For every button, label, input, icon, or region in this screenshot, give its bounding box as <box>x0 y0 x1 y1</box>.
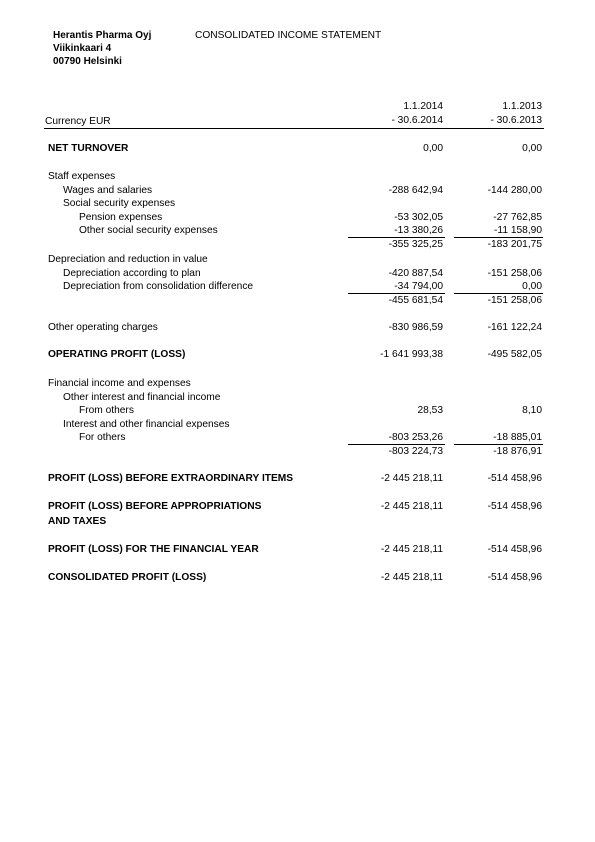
row-label: Interest and other financial expenses <box>63 418 230 430</box>
row-for-others <box>0 431 595 445</box>
value-2014: -455 681,54 <box>388 294 443 306</box>
row-other-social <box>0 224 595 238</box>
row-other-operating <box>0 321 595 335</box>
row-other-interest-income <box>0 391 595 405</box>
value-2013: -151 258,06 <box>487 294 542 306</box>
value-2014: -2 445 218,11 <box>380 473 443 484</box>
company-street: Viikinkaari 4 <box>53 43 112 54</box>
row-before-appropriations-line2 <box>0 515 595 529</box>
row-dep-consolidation <box>0 280 595 294</box>
value-2014: -355 325,25 <box>388 239 443 250</box>
row-consolidated <box>0 571 595 585</box>
value-2013: -144 280,00 <box>487 184 542 196</box>
company-city: 00790 Helsinki <box>53 56 122 67</box>
row-staff-expenses <box>0 170 595 184</box>
value-2014: -420 887,54 <box>388 267 443 279</box>
value-2013: -495 582,05 <box>487 349 542 360</box>
row-net-turnover <box>0 142 595 156</box>
value-2013: -27 762,85 <box>493 211 542 223</box>
row-label: Pension expenses <box>79 211 163 223</box>
value-2013: -18 876,91 <box>493 446 542 457</box>
header-divider <box>44 128 544 129</box>
row-financial <box>0 377 595 391</box>
value-2014: -13 380,26 <box>394 225 443 237</box>
row-label: Depreciation from consolidation difference <box>63 281 254 293</box>
column-period-end: - 30.6.2014 <box>391 114 443 126</box>
value-2013: -514 458,96 <box>487 473 542 484</box>
value-2013: -11 158,90 <box>494 225 542 237</box>
currency-label: Currency EUR <box>45 116 111 127</box>
value-2014: -830 986,59 <box>388 322 443 333</box>
row-before-extraordinary <box>0 472 595 486</box>
row-label: Other social security expenses <box>79 225 218 237</box>
column-header-2014 <box>391 100 443 127</box>
value-2013: 8,10 <box>522 405 542 417</box>
row-label: Wages and salaries <box>63 184 153 196</box>
company-address-block <box>53 29 151 68</box>
row-dep-total <box>0 294 595 308</box>
row-label: Financial income and expenses <box>48 378 191 389</box>
row-dep-plan <box>0 267 595 281</box>
row-label: CONSOLIDATED PROFIT (LOSS) <box>48 572 207 583</box>
row-label: Other operating charges <box>48 322 158 333</box>
row-label: AND TAXES <box>48 516 107 527</box>
company-name: Herantis Pharma Oyj <box>53 30 152 41</box>
value-2013: -183 201,75 <box>487 239 542 250</box>
column-period-start: 1.1.2013 <box>502 101 542 112</box>
value-2014: -2 445 218,11 <box>380 501 443 512</box>
row-label: PROFIT (LOSS) BEFORE EXTRAORDINARY ITEMS <box>48 473 294 484</box>
row-interest-expenses <box>0 418 595 432</box>
value-2014: -803 253,26 <box>388 432 443 444</box>
column-period-start: 1.1.2014 <box>403 101 443 112</box>
row-label: From others <box>79 405 134 417</box>
value-2014: 0,00 <box>423 143 443 154</box>
row-wages <box>0 184 595 198</box>
value-2013: -161 122,24 <box>487 322 542 333</box>
row-label: PROFIT (LOSS) BEFORE APPROPRIATIONS <box>48 501 262 512</box>
document-title: CONSOLIDATED INCOME STATEMENT <box>195 30 382 41</box>
value-2014: -2 445 218,11 <box>380 572 443 583</box>
value-2013: 0,00 <box>522 143 542 154</box>
value-2013: -514 458,96 <box>487 544 542 555</box>
row-label: Social security expenses <box>63 198 176 210</box>
row-label: Staff expenses <box>48 171 116 182</box>
value-2014: -2 445 218,11 <box>380 544 443 555</box>
value-2014: -1 641 993,38 <box>380 349 443 360</box>
row-label: OPERATING PROFIT (LOSS) <box>48 349 186 360</box>
value-2014: -288 642,94 <box>388 184 443 196</box>
row-label: PROFIT (LOSS) FOR THE FINANCIAL YEAR <box>48 544 259 555</box>
value-2013: -514 458,96 <box>487 501 542 512</box>
row-before-appropriations <box>0 500 595 514</box>
row-staff-total <box>0 238 595 252</box>
row-label: Depreciation and reduction in value <box>48 254 208 265</box>
value-2013: -514 458,96 <box>487 572 542 583</box>
value-2014: 28,53 <box>417 405 443 417</box>
value-2014: -803 224,73 <box>388 446 443 457</box>
column-period-end: - 30.6.2013 <box>490 114 542 126</box>
row-depreciation <box>0 253 595 267</box>
row-pension <box>0 211 595 225</box>
row-from-others <box>0 404 595 418</box>
row-label: For others <box>79 432 126 444</box>
row-operating-profit <box>0 348 595 362</box>
row-financial-year <box>0 543 595 557</box>
column-header-2013 <box>490 100 542 127</box>
row-social-security <box>0 197 595 211</box>
row-label: Depreciation according to plan <box>63 267 201 279</box>
row-label: Other interest and financial income <box>63 391 221 403</box>
value-2014: -34 794,00 <box>394 281 443 293</box>
value-2014: -53 302,05 <box>394 211 443 223</box>
value-2013: -18 885,01 <box>493 432 542 444</box>
row-financial-total <box>0 445 595 459</box>
value-2013: 0,00 <box>522 281 542 293</box>
row-label: NET TURNOVER <box>48 143 129 154</box>
value-2013: -151 258,06 <box>487 267 542 279</box>
